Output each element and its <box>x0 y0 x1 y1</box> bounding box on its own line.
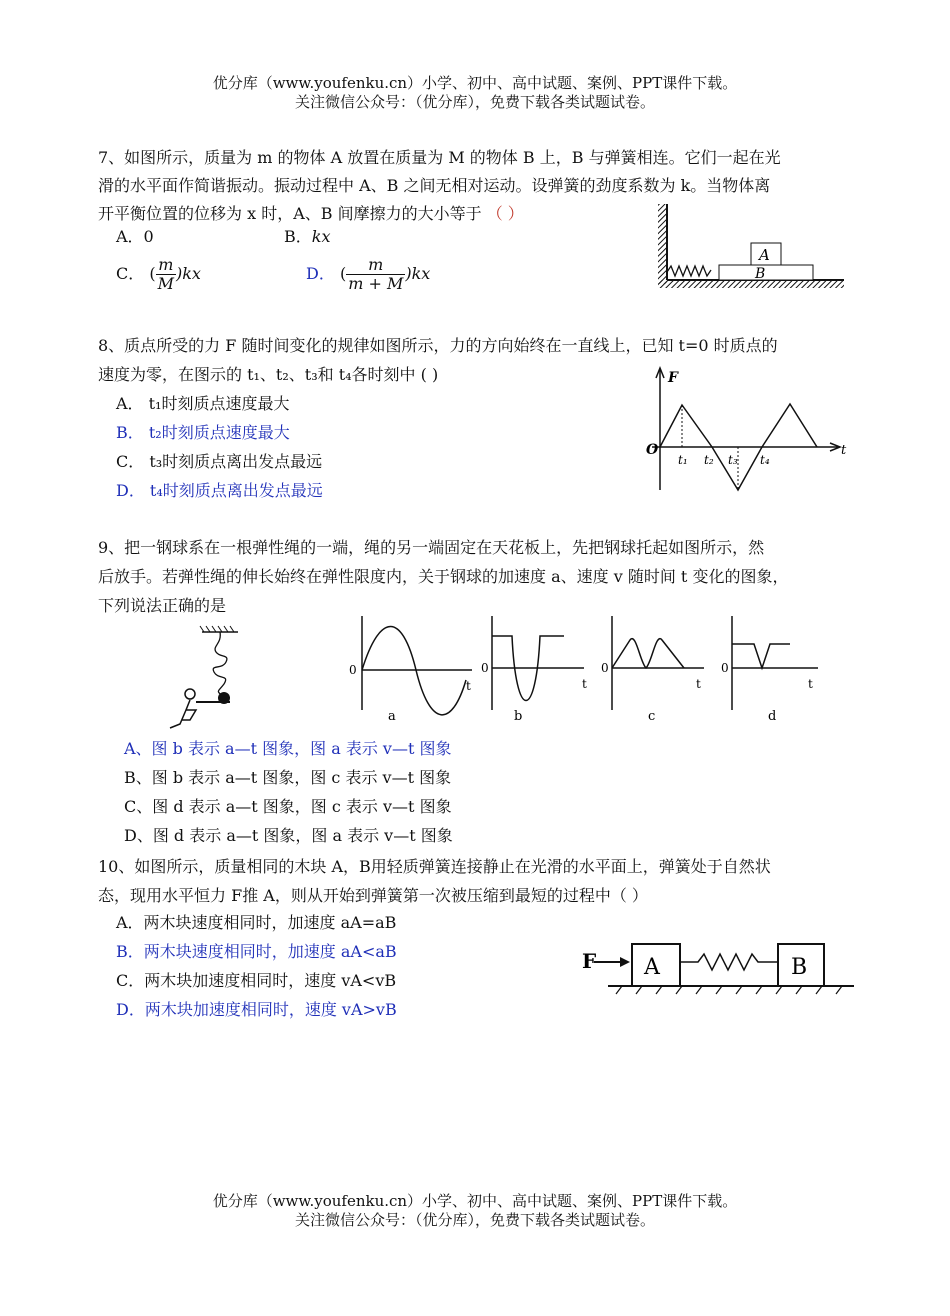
q7-ground <box>658 280 844 288</box>
q7-option-a: A．0 <box>116 227 154 246</box>
q7-label-b: B <box>755 266 766 282</box>
q10-label-f: F <box>582 949 597 973</box>
q9-graph-c-curve <box>612 639 684 668</box>
q9-option-b: B、图 b 表示 a—t 图象，图 c 表示 v—t 图象 <box>124 768 452 787</box>
q9-graph-d-label: d <box>768 709 777 724</box>
q7-option-d-fraction <box>346 256 405 293</box>
q10-text-line-1: 10、如图所示，质量相同的木块 A，B用轻质弹簧连接静止在光滑的水平面上，弹簧处于自然状 <box>98 857 771 876</box>
q7-option-d-label: D． <box>306 264 335 283</box>
q10-label-a: A <box>644 955 660 980</box>
q8-text-line-1: 8、质点所受的力 F 随时间变化的规律如图所示，力的方向始终在一直线上，已知 t=0 时质点的 <box>98 336 778 355</box>
q9-graph-b <box>478 612 598 724</box>
q7-block-b <box>719 265 813 280</box>
q7-option-d-numerator: m <box>346 256 405 275</box>
page-footer <box>0 1192 950 1230</box>
q9-graph-a-zero: 0 <box>349 663 357 677</box>
q7-spring <box>667 266 711 276</box>
q10-option-d: D．两木块加速度相同时，速度 vA>vB <box>116 1000 397 1019</box>
q7-spring-figure <box>655 202 847 290</box>
q9-graph-c-t: t <box>696 677 701 691</box>
q10-blocks-figure <box>578 938 860 1002</box>
q9-graph-a <box>344 612 484 724</box>
q9-graph-b-t: t <box>582 677 587 691</box>
q9-graph-b-zero: 0 <box>481 661 489 675</box>
q10-label-b: B <box>791 955 808 980</box>
q9-option-a: A、图 b 表示 a—t 图象，图 a 表示 v—t 图象 <box>124 739 452 758</box>
q10-option-c: C．两木块加速度相同时，速度 vA<vB <box>116 971 397 990</box>
q8-label-o: O <box>646 442 659 458</box>
q7-stem: 开平衡位置的位移为 x 时，A、B 间摩擦力的大小等于 <box>98 204 482 223</box>
q9-graph-c-zero: 0 <box>601 661 609 675</box>
q9-graph-a-label: a <box>388 709 396 724</box>
q9-ball-figure <box>160 624 240 732</box>
q8-force-graph <box>642 362 850 494</box>
q9-text-line-3: 下列说法正确的是 <box>98 596 227 615</box>
q7-option-c-tail: )kx <box>175 264 201 283</box>
q9-person-body <box>170 700 196 728</box>
q8-label-t4: t₄ <box>760 453 770 467</box>
q8-label-t2: t₂ <box>704 453 714 467</box>
q8-option-b: B． t₂时刻质点速度最大 <box>116 423 290 442</box>
q9-person-head <box>185 689 195 699</box>
q7-option-b-label: B． <box>284 227 312 246</box>
q7-option-c-label: C． <box>116 264 145 283</box>
q10-spring <box>680 954 778 970</box>
q10-option-a: A．两木块速度相同时，加速度 aA=aB <box>116 913 397 932</box>
page-header <box>0 74 950 112</box>
q8-text-line-2: 速度为零，在图示的 t₁、t₂、t₃和 t₄各时刻中 ( ) <box>98 365 439 384</box>
q7-option-c-denominator: M <box>157 274 174 293</box>
q8-option-a: A． t₁时刻质点速度最大 <box>116 394 290 413</box>
q7-option-c-numerator: m <box>156 256 176 275</box>
q9-graph-d <box>718 612 828 724</box>
q7-option-d-open-paren: ( <box>339 264 347 283</box>
q7-wall <box>658 204 667 284</box>
header-line-2: 关注微信公众号：（优分库），免费下载各类试题试卷。 <box>294 93 655 111</box>
q10-option-b: B．两木块速度相同时，加速度 aA<aB <box>116 942 397 961</box>
q7-option-c-fraction <box>156 256 176 293</box>
header-line-1: 优分库（www.youfenku.cn）小学、初中、高中试题、案例、PPT课件下载。 <box>212 74 738 92</box>
q9-graph-c-label: c <box>648 709 656 724</box>
footer-line-1: 优分库（www.youfenku.cn）小学、初中、高中试题、案例、PPT课件下载。 <box>212 1192 738 1210</box>
q7-option-c-open-paren: ( <box>149 264 156 283</box>
q7-option-d-tail: )kx <box>405 264 431 283</box>
q9-graph-a-t: t <box>466 679 471 693</box>
q8-label-t1: t₁ <box>678 453 688 467</box>
q7-option-b-value: kx <box>311 227 331 246</box>
q9-graph-d-zero: 0 <box>721 661 729 675</box>
q8-label-f: F <box>668 370 678 386</box>
q10-text-line-2: 态，现用水平恒力 F推 A，则从开始到弹簧第一次被压缩到最短的过程中（ ） <box>98 886 648 905</box>
q9-graph-c <box>598 612 718 724</box>
q7-option-b <box>284 225 330 249</box>
q8-label-t: t <box>841 443 847 458</box>
q9-text-line-1: 9、把一钢球系在一根弹性绳的一端，绳的另一端固定在天花板上，先把钢球托起如图所示，然 <box>98 538 765 557</box>
q9-text-line-2: 后放手。若弹性绳的伸长始终在弹性限度内，关于钢球的加速度 a、速度 v 随时间 t 变化的图象， <box>98 567 789 586</box>
q7-option-d <box>306 256 430 293</box>
footer-line-2: 关注微信公众号：（优分库），免费下载各类试题试卷。 <box>294 1211 655 1229</box>
q9-option-c: C、图 d 表示 a—t 图象，图 c 表示 v—t 图象 <box>124 797 452 816</box>
q7-label-a: A <box>759 246 770 264</box>
q8-option-c: C． t₃时刻质点离出发点最远 <box>116 452 323 471</box>
q7-answer-paren: （ ） <box>486 204 524 223</box>
q7-option-d-denominator: m + M <box>348 274 404 293</box>
q7-option-c <box>116 256 201 293</box>
q7-text-line-1: 7、如图所示，质量为 m 的物体 A 放置在质量为 M 的物体 B 上，B 与弹簧相连。它们一起在光 <box>98 148 781 167</box>
q7-text-line-2: 滑的水平面作简谐振动。振动过程中 A、B 之间无相对运动。设弹簧的劲度系数为 k。当物体离 <box>98 176 771 195</box>
q8-option-d: D． t₄时刻质点离出发点最远 <box>116 481 323 500</box>
q9-graph-d-curve <box>732 644 790 668</box>
q9-graph-b-label: b <box>514 709 523 724</box>
q9-elastic-cord <box>213 632 227 696</box>
q9-option-d: D、图 d 表示 a—t 图象，图 a 表示 v—t 图象 <box>124 826 453 845</box>
q9-graph-d-t: t <box>808 677 813 691</box>
q8-label-t3: t₃ <box>728 453 738 467</box>
